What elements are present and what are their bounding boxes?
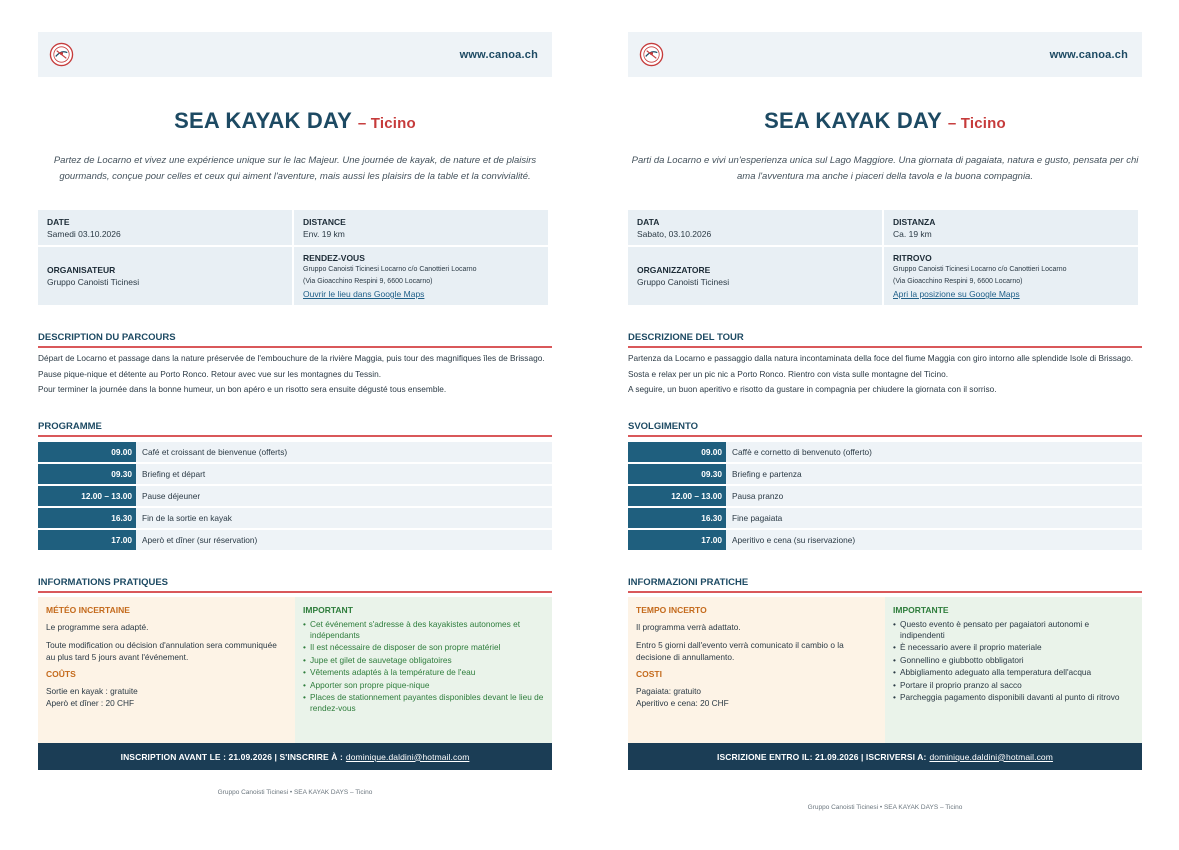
- list-item: • Cet événement s'adresse à des kayakistes autonomes et indépendants: [303, 619, 544, 640]
- program-time: 09.00: [38, 442, 136, 462]
- important-heading: IMPORTANTE: [893, 605, 949, 615]
- program-row: [38, 464, 552, 484]
- registration-text: ISCRIZIONE ENTRO IL: 21.09.2026 | ISCRIVERSI A:: [717, 751, 927, 762]
- meeting-label: RENDEZ-VOUS: [303, 253, 365, 263]
- program-activity: Pause déjeuner: [136, 486, 552, 506]
- registration-email-link[interactable]: dominique.daldini@hotmail.com: [345, 751, 470, 762]
- program-time: 09.30: [38, 464, 136, 484]
- list-item: • Apporter son propre pique-nique: [303, 680, 544, 691]
- list-item: • Jupe et gilet de sauvetage obligatoires: [303, 655, 544, 666]
- program-time: 17.00: [38, 530, 136, 550]
- important-box: [885, 597, 1142, 743]
- practical-heading: INFORMAZIONI PRATICHE: [628, 577, 1142, 593]
- intro-text: Parti da Locarno e vivi un'esperienza unica sul Lago Maggiore. Una giornata di pagaiata, natura e gusto, pensata per chi ama l'avventura ma anche i piaceri della tavola e la buona compagnia.: [631, 155, 1139, 182]
- meeting-cell: [294, 247, 548, 305]
- description-paragraph-1: Partenza da Locarno e passaggio dalla natura incontaminata della foce del fiume Maggia con giro intorno alle splendide Isole di Brissago. Sosta e relax per un pic nic a Porto Ronco. Rientro con vista sulle montagne del Ticino.: [628, 353, 1134, 379]
- meeting-cell: [884, 247, 1138, 305]
- google-maps-link[interactable]: Ouvrir le lieu dans Google Maps: [303, 289, 425, 299]
- program-time: 12.00 – 13.00: [38, 486, 136, 506]
- list-item: • Il est nécessaire de disposer de son propre matériel: [303, 642, 544, 653]
- program-row: [38, 530, 552, 550]
- list-item: • Gonnellino e giubbotto obbligatori: [893, 655, 1134, 666]
- practical-section: [38, 577, 552, 770]
- meeting-street: (Via Gioacchino Respini 9, 6600 Locarno): [303, 278, 433, 285]
- date-cell: [38, 210, 292, 245]
- program-activity: Briefing et départ: [136, 464, 552, 484]
- meeting-address: Gruppo Canoisti Ticinesi Locarno c/o Canottieri Locarno: [893, 266, 1067, 273]
- distance-label: DISTANZA: [893, 217, 936, 227]
- program-time: 17.00: [628, 530, 726, 550]
- weather-text-2: Toute modification ou décision d'annulation sera communiquée au plus tard 5 jours avant l'événement.: [46, 640, 277, 662]
- program-time: 16.30: [628, 508, 726, 528]
- program-row: [628, 530, 1142, 550]
- info-grid: [38, 210, 552, 305]
- description-section: [628, 332, 1142, 398]
- title-main: SEA KAYAK DAY: [174, 108, 352, 133]
- program-activity: Caffè e cornetto di benvenuto (offerto): [726, 442, 1142, 462]
- program-heading: PROGRAMME: [38, 421, 552, 437]
- program-time: 12.00 – 13.00: [628, 486, 726, 506]
- costs-dinner: Aperitivo e cena: 20 CHF: [636, 698, 729, 708]
- google-maps-link[interactable]: Apri la posizione su Google Maps: [893, 289, 1020, 299]
- distance-cell: [294, 210, 548, 245]
- practical-heading: INFORMATIONS PRATIQUES: [38, 577, 552, 593]
- practical-section: [628, 577, 1142, 770]
- practical-boxes: [38, 597, 552, 743]
- page-italian: [590, 0, 1179, 850]
- date-label: DATA: [637, 217, 660, 227]
- description-heading: DESCRIZIONE DEL TOUR: [628, 332, 1142, 348]
- title-main: SEA KAYAK DAY: [764, 108, 942, 133]
- meeting-address: Gruppo Canoisti Ticinesi Locarno c/o Canottieri Locarno: [303, 266, 477, 273]
- program-section: [38, 421, 552, 550]
- club-logo-icon: [49, 42, 74, 67]
- program-section: [628, 421, 1142, 550]
- description-section: [38, 332, 552, 398]
- page-footer: Gruppo Canoisti Ticinesi • SEA KAYAK DAYS – Ticino: [807, 804, 963, 811]
- date-value: Samedi 03.10.2026: [47, 229, 121, 239]
- description-heading: DESCRIPTION DU PARCOURS: [38, 332, 552, 348]
- title-sub: – Ticino: [947, 115, 1006, 132]
- distance-cell: [884, 210, 1138, 245]
- date-cell: [628, 210, 882, 245]
- registration-bar: [628, 743, 1142, 770]
- meeting-label: RITROVO: [893, 253, 932, 263]
- page-title: [628, 108, 1142, 134]
- organizer-label: ORGANISATEUR: [47, 265, 116, 275]
- organizer-value: Gruppo Canoisti Ticinesi: [47, 277, 140, 287]
- program-activity: Aperò et dîner (sur réservation): [136, 530, 552, 550]
- description-paragraph-1: Départ de Locarno et passage dans la nature préservée de l'embouchure de la rivière Maggia, puis tour des magnifiques îles de Brissago. Pause pique-nique et détente au Porto Ronco. Retour avec vue sur les montagnes du Tessin.: [38, 353, 545, 379]
- website-link[interactable]: www.canoa.ch: [1049, 48, 1128, 61]
- list-item: • Portare il proprio pranzo al sacco: [893, 680, 1134, 691]
- registration-text: INSCRIPTION AVANT LE : 21.09.2026 | S'INSCRIRE À :: [120, 751, 343, 762]
- program-row: [628, 464, 1142, 484]
- page-header: [628, 32, 1142, 77]
- weather-text-2: Entro 5 giorni dall'evento verrà comunicato il cambio o la decisione di annullamento.: [636, 640, 844, 662]
- organizer-label: ORGANIZZATORE: [637, 265, 711, 275]
- program-time: 09.30: [628, 464, 726, 484]
- costs-dinner: Aperò et dîner : 20 CHF: [46, 698, 135, 708]
- list-item: • Parcheggia pagamento disponibili davanti al punto di ritrovo: [893, 692, 1134, 703]
- program-row: [628, 442, 1142, 462]
- weather-heading: MÉTÉO INCERTAINE: [46, 605, 130, 615]
- program-table: [38, 442, 552, 550]
- program-activity: Café et croissant de bienvenue (offerts): [136, 442, 552, 462]
- title-sub: – Ticino: [357, 115, 416, 132]
- costs-kayak: Sortie en kayak : gratuite: [46, 686, 138, 696]
- program-row: [628, 486, 1142, 506]
- program-row: [38, 442, 552, 462]
- program-activity: Briefing e partenza: [726, 464, 1142, 484]
- program-activity: Fine pagaiata: [726, 508, 1142, 528]
- list-item: • È necessario avere il proprio materiale: [893, 642, 1134, 653]
- program-time: 09.00: [628, 442, 726, 462]
- distance-label: DISTANCE: [303, 217, 346, 227]
- distance-value: Env. 19 km: [303, 229, 345, 239]
- weather-costs-box: [38, 597, 295, 743]
- organizer-cell: [38, 247, 292, 305]
- program-table: [628, 442, 1142, 550]
- weather-heading: TEMPO INCERTO: [636, 605, 707, 615]
- organizer-value: Gruppo Canoisti Ticinesi: [637, 277, 730, 287]
- page-title: [38, 108, 552, 134]
- list-item: • Abbigliamento adeguato alla temperatura dell'acqua: [893, 667, 1134, 678]
- list-item: • Places de stationnement payantes disponibles devant le lieu de rendez-vous: [303, 692, 544, 713]
- program-row: [38, 508, 552, 528]
- program-time: 16.30: [38, 508, 136, 528]
- description-paragraph-2: A seguire, un buon aperitivo e risotto da gustare in compagnia per chiudere la giornata con il sorriso.: [628, 384, 997, 394]
- program-row: [38, 486, 552, 506]
- costs-kayak: Pagaiata: gratuito: [636, 686, 702, 696]
- registration-email-link[interactable]: dominique.daldini@hotmail.com: [929, 751, 1053, 762]
- weather-costs-box: [628, 597, 885, 743]
- important-list: [303, 619, 544, 713]
- website-link[interactable]: www.canoa.ch: [459, 48, 538, 61]
- date-label: DATE: [47, 217, 70, 227]
- program-row: [628, 508, 1142, 528]
- page-footer: Gruppo Canoisti Ticinesi • SEA KAYAK DAYS – Ticino: [217, 789, 373, 796]
- important-box: [295, 597, 552, 743]
- info-grid: [628, 210, 1142, 305]
- weather-text-1: Il programma verrà adattato.: [636, 622, 741, 632]
- club-logo-icon: [639, 42, 664, 67]
- intro-text: Partez de Locarno et vivez une expérience unique sur le lac Majeur. Une journée de kayak, de nature et de plaisirs gourmands, conçue pour celles et ceux qui aiment l'aventure, mais aussi les plaisirs de la table et la convivialité.: [53, 155, 537, 182]
- meeting-street: (Via Gioacchino Respini 9, 6600 Locarno): [893, 278, 1023, 285]
- date-value: Sabato, 03.10.2026: [637, 229, 712, 239]
- important-list: [893, 619, 1134, 703]
- program-activity: Pausa pranzo: [726, 486, 1142, 506]
- page-header: [38, 32, 552, 77]
- costs-heading: COÛTS: [46, 669, 76, 679]
- description-paragraph-2: Pour terminer la journée dans la bonne humeur, un bon apéro e un risotto sera ensuite dégusté tous ensemble.: [38, 384, 447, 394]
- practical-boxes: [628, 597, 1142, 743]
- program-heading: SVOLGIMENTO: [628, 421, 1142, 437]
- important-heading: IMPORTANT: [303, 605, 353, 615]
- program-activity: Aperitivo e cena (su riservazione): [726, 530, 1142, 550]
- organizer-cell: [628, 247, 882, 305]
- program-activity: Fin de la sortie en kayak: [136, 508, 552, 528]
- registration-bar: [38, 743, 552, 770]
- weather-text-1: Le programme sera adapté.: [46, 622, 149, 632]
- list-item: • Questo evento è pensato per pagaiatori autonomi e indipendenti: [893, 619, 1134, 640]
- list-item: • Vêtements adaptés à la température de l'eau: [303, 667, 544, 678]
- costs-heading: COSTI: [636, 669, 662, 679]
- distance-value: Ca. 19 km: [893, 229, 932, 239]
